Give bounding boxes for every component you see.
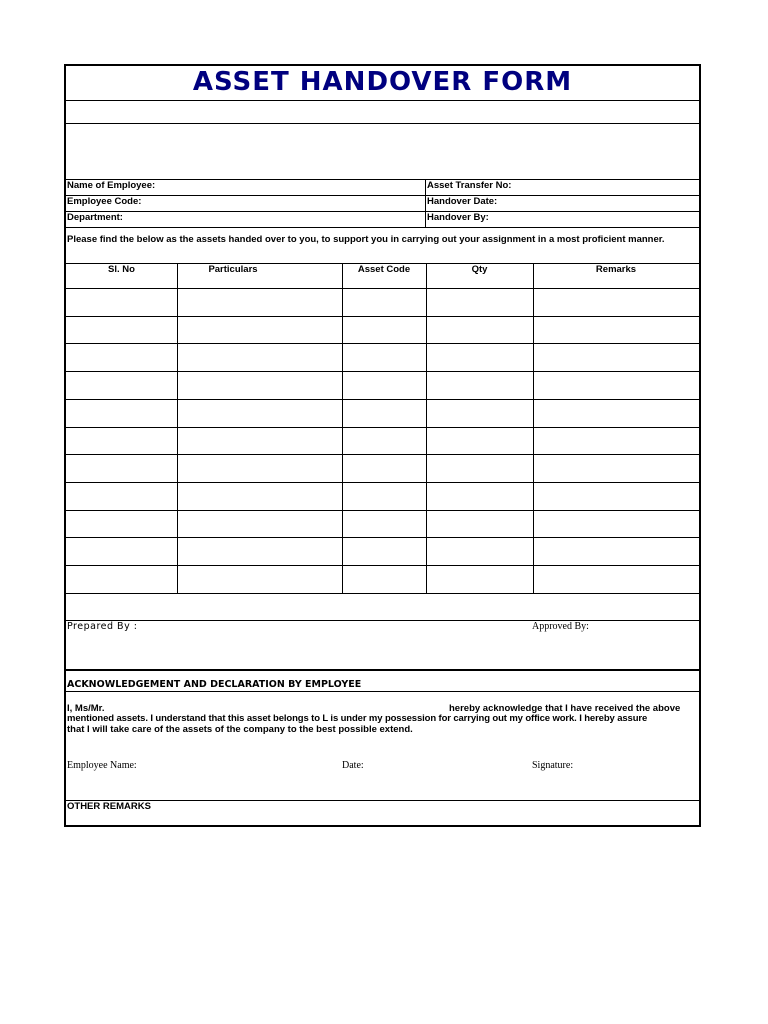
employee-name-label: Employee Name: — [67, 760, 137, 771]
divider — [66, 669, 699, 671]
intro-text: Please find the below as the assets handed over to you, to support you in carrying out your assignment in a most proficient manner. — [67, 234, 665, 245]
divider — [66, 195, 699, 196]
handover-by-label: Handover By: — [427, 212, 489, 223]
col-header-asset-code: Asset Code — [357, 264, 411, 275]
asset-transfer-no-label: Asset Transfer No: — [427, 180, 512, 191]
divider — [66, 800, 699, 801]
ack-line3: that I will take care of the assets of the company to the best possible extend. — [67, 724, 413, 735]
employee-code-label: Employee Code: — [67, 196, 142, 207]
department-label: Department: — [67, 212, 123, 223]
date-label: Date: — [342, 760, 364, 771]
prepared-by-label: Prepared By : — [67, 621, 138, 632]
col-header-remarks: Remarks — [595, 264, 637, 275]
divider — [66, 227, 699, 228]
handover-date-label: Handover Date: — [427, 196, 498, 207]
col-header-qty: Qty — [471, 264, 488, 275]
signature-label: Signature: — [532, 760, 574, 771]
table-row[interactable] — [66, 344, 699, 371]
divider — [425, 179, 426, 227]
table-row[interactable] — [66, 538, 699, 565]
table-row[interactable] — [66, 400, 699, 427]
divider — [66, 691, 699, 692]
divider — [66, 211, 699, 212]
form-title: ASSET HANDOVER FORM — [192, 67, 573, 97]
asset-table — [66, 263, 699, 593]
blank-row[interactable] — [66, 594, 699, 620]
table-row[interactable] — [66, 483, 699, 510]
blank-block[interactable] — [66, 124, 699, 179]
ack-line1-right: hereby acknowledge that I have received the above — [449, 703, 681, 714]
ack-line2: mentioned assets. I understand that this asset belongs to L is under my possession for carrying out my office work. I hereby assure — [67, 713, 648, 724]
ack-line1-left: I, Ms/Mr. — [67, 703, 105, 714]
table-row[interactable] — [66, 289, 699, 316]
other-remarks-label: OTHER REMARKS — [67, 801, 151, 812]
table-row[interactable] — [66, 317, 699, 344]
table-row[interactable] — [66, 428, 699, 455]
col-header-particulars: Particulars — [208, 264, 258, 275]
asset-handover-form — [64, 64, 701, 827]
table-row[interactable] — [66, 372, 699, 399]
acknowledgement-heading: ACKNOWLEDGEMENT AND DECLARATION BY EMPLOYEE — [67, 679, 362, 690]
divider — [66, 179, 699, 180]
col-header-sl-no: Sl. No — [108, 264, 135, 275]
blank-row[interactable] — [66, 101, 699, 123]
name-of-employee-label: Name of Employee: — [67, 180, 156, 191]
approved-by-label: Approved By: — [532, 621, 589, 632]
divider — [66, 620, 699, 621]
table-row[interactable] — [66, 455, 699, 482]
table-row[interactable] — [66, 566, 699, 593]
table-row[interactable] — [66, 511, 699, 538]
